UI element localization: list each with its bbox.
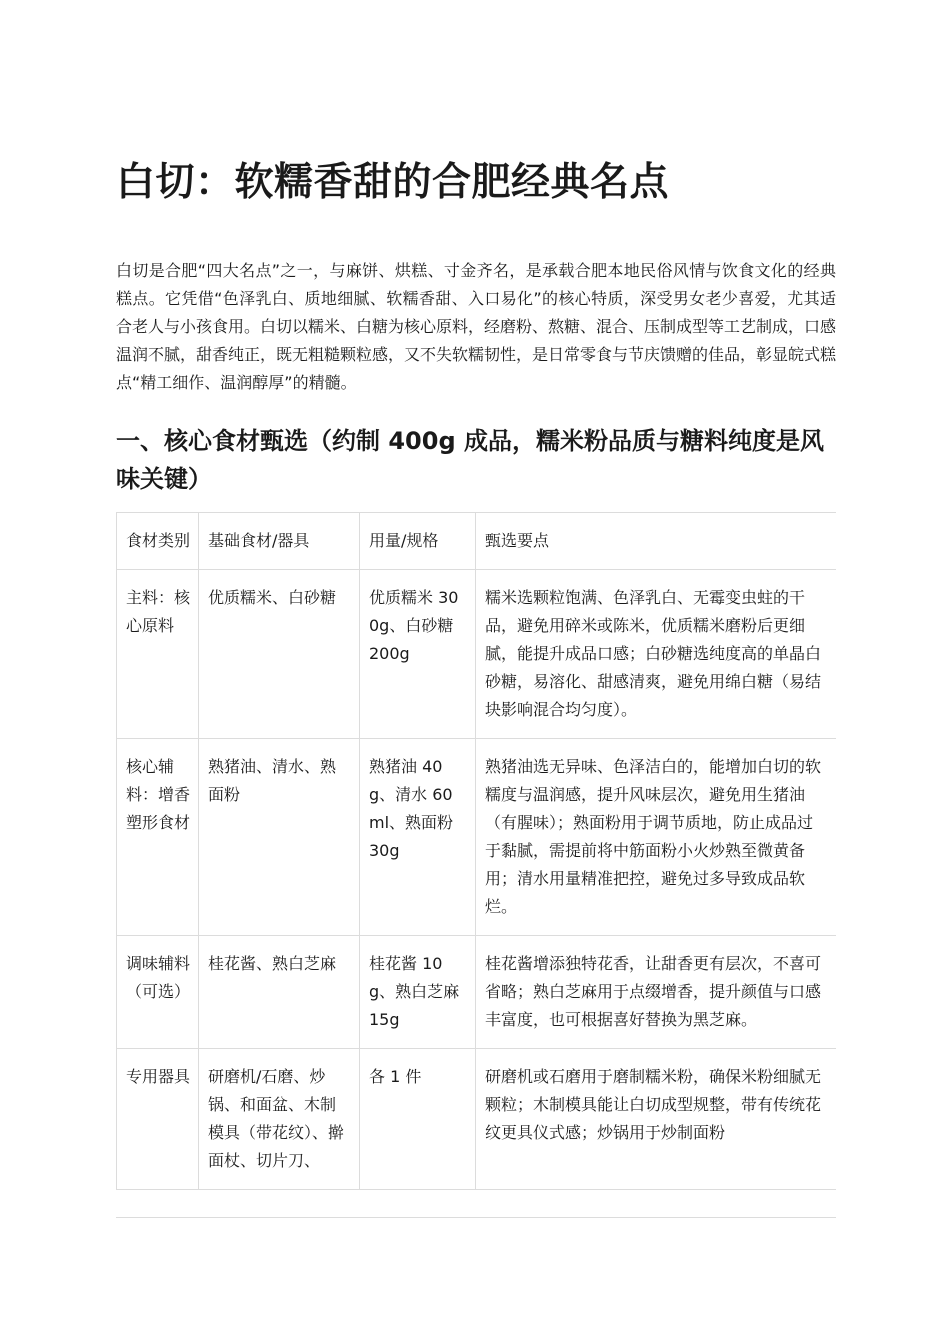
header-category: 食材类别 <box>117 513 199 570</box>
cell-amount: 各 1 件 <box>360 1049 476 1190</box>
cell-items: 熟猪油、清水、熟面粉 <box>199 739 360 936</box>
cell-amount: 优质糯米 300g、白砂糖 200g <box>360 570 476 739</box>
table-row <box>117 936 837 1049</box>
cell-category: 专用器具 <box>117 1049 199 1190</box>
header-items: 基础食材/器具 <box>199 513 360 570</box>
intro-paragraph: 白切是合肥“四大名点”之一，与麻饼、烘糕、寸金齐名，是承载合肥本地民俗风情与饮食文化的经典糕点。它凭借“色泽乳白、质地细腻、软糯香甜、入口易化”的核心特质，深受男女老少喜爱，尤其适合老人与小孩食用。白切以糯米、白糖为核心原料，经磨粉、熬糖、混合、压制成型等工艺制成，口感温润不腻，甜香纯正，既无粗糙颗粒感，又不失软糯韧性，是日常零食与节庆馈赠的佳品，彰显皖式糕点“精工细作、温润醇厚”的精髓。 <box>116 261 837 392</box>
cell-items: 桂花酱、熟白芝麻 <box>199 936 360 1049</box>
cell-notes: 熟猪油选无异味、色泽洁白的，能增加白切的软糯度与温润感，提升风味层次，避免用生猪油（有腥味）；熟面粉用于调节质地，防止成品过于黏腻，需提前将中筋面粉小火炒熟至微黄备用；清水用量精准把控，避免过多导致成品软烂。 <box>476 739 837 936</box>
cell-items: 研磨机/石磨、炒锅、和面盆、木制模具（带花纹）、擀面杖、切片刀、 <box>199 1049 360 1190</box>
cell-notes: 糯米选颗粒饱满、色泽乳白、无霉变虫蛀的干品，避免用碎米或陈米，优质糯米磨粉后更细腻，能提升成品口感；白砂糖选纯度高的单晶白砂糖，易溶化、甜感清爽，避免用绵白糖（易结块影响混合均匀度）。 <box>476 570 837 739</box>
header-notes: 甄选要点 <box>476 513 837 570</box>
table-row <box>117 739 837 936</box>
cell-category: 核心辅料：增香塑形食材 <box>117 739 199 936</box>
cell-amount: 桂花酱 10g、熟白芝麻 15g <box>360 936 476 1049</box>
cell-notes: 研磨机或石磨用于磨制糯米粉，确保米粉细腻无颗粒；木制模具能让白切成型规整，带有传统花纹更具仪式感；炒锅用于炒制面粉 <box>476 1049 837 1190</box>
ingredients-table-container <box>116 512 836 1218</box>
header-amount: 用量/规格 <box>360 513 476 570</box>
page-title: 白切：软糯香甜的合肥经典名点 <box>116 160 670 205</box>
cell-items: 优质糯米、白砂糖 <box>199 570 360 739</box>
cell-category: 调味辅料（可选） <box>117 936 199 1049</box>
ingredients-table <box>116 512 836 1190</box>
table-row <box>117 570 837 739</box>
section-heading: 一、核心食材甄选（约制 400g 成品，糯米粉品质与糖料纯度是风味关键） <box>116 427 824 493</box>
table-row <box>117 1049 837 1190</box>
cell-notes: 桂花酱增添独特花香，让甜香更有层次，不喜可省略；熟白芝麻用于点缀增香，提升颜值与口感丰富度，也可根据喜好替换为黑芝麻。 <box>476 936 837 1049</box>
table-header-row <box>117 513 837 570</box>
cell-category: 主料：核心原料 <box>117 570 199 739</box>
cell-amount: 熟猪油 40g、清水 60ml、熟面粉 30g <box>360 739 476 936</box>
